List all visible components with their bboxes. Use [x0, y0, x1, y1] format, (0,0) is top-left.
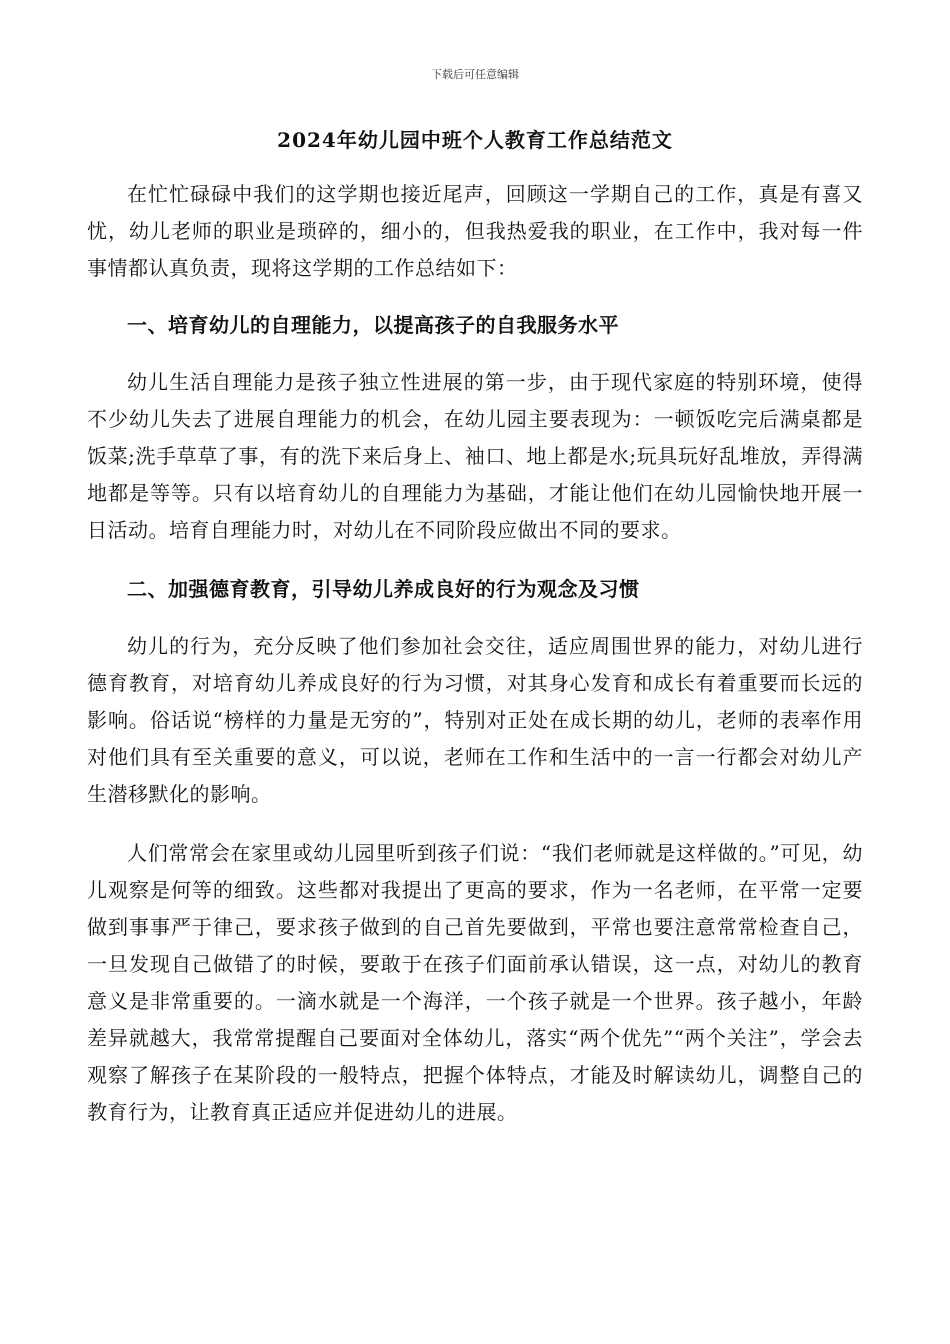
- section-2-paragraph-2: 人们常常会在家里或幼儿园里听到孩子们说：“我们老师就是这样做的。”可见，幼儿观察是何等的细致。这些都对我提出了更高的要求，作为一名老师，在平常一定要做到事事严于律己，要求孩子做到的自己首先要做到，平常也要注意常常检查自己，一旦发现自己做错了的时候，要敢于在孩子们面前承认错误，这一点，对幼儿的教育意义是非常重要的。一滴水就是一个海洋，一个孩子就是一个世界。孩子越小，年龄差异就越大，我常常提醒自己要面对全体幼儿，落实“两个优先”“两个关注”，学会去观察了解孩子在某阶段的一般特点，把握个体特点，才能及时解读幼儿，调整自己的教育行为，让教育真正适应并促进幼儿的进展。: [87, 841, 863, 1124]
- section-heading-2: 二、加强德育教育，引导幼儿养成良好的行为观念及习惯: [127, 577, 640, 601]
- document-title: 2024年幼儿园中班个人教育工作总结范文: [277, 128, 673, 152]
- document-body: [87, 176, 863, 1153]
- section-1-paragraph-1: 幼儿生活自理能力是孩子独立性进展的第一步，由于现代家庭的特别环境，使得不少幼儿失去了进展自理能力的机会，在幼儿园主要表现为：一顿饭吃完后满桌都是饭菜;洗手草草了事，有的洗下来后身上、袖口、地上都是水;玩具玩好乱堆放，弄得满地都是等等。只有以培育幼儿的自理能力为基础，才能让他们在幼儿园愉快地开展一日活动。培育自理能力时，对幼儿在不同阶段应做出不同的要求。: [87, 370, 863, 542]
- intro-paragraph: 在忙忙碌碌中我们的这学期也接近尾声，回顾这一学期自己的工作，真是有喜又忧，幼儿老师的职业是琐碎的，细小的，但我热爱我的职业，在工作中，我对每一件事情都认真负责，现将这学期的工作总结如下：: [87, 182, 863, 280]
- section-heading-1: 一、培育幼儿的自理能力，以提高孩子的自我服务水平: [127, 313, 619, 337]
- page-header-note: 下载后可任意编辑: [431, 68, 519, 81]
- section-2-paragraph-1: 幼儿的行为，充分反映了他们参加社会交往，适应周围世界的能力，对幼儿进行德育教育，对培育幼儿养成良好的行为习惯，对其身心发育和成长有着重要而长远的影响。俗话说“榜样的力量是无穷的”，特别对正处在成长期的幼儿，老师的表率作用对他们具有至关重要的意义，可以说，老师在工作和生活中的一言一行都会对幼儿产生潜移默化的影响。: [87, 634, 863, 806]
